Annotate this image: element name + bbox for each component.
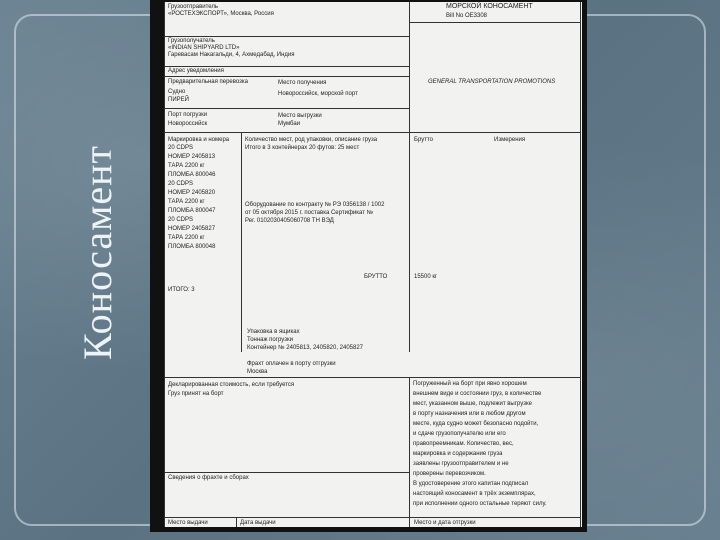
receipt-place-label: Место получения [278,80,327,86]
shipper-label: Грузоотправитель [168,4,219,10]
terms-line: в порту назначения или в любом другом [413,411,526,417]
row-line [164,108,409,109]
carrier-reference: GENERAL TRANSPORTATION PROMOTIONS [428,79,556,85]
terms-line: Погруженный на борт при явно хорошем [413,381,527,387]
terms-line: и сдаче грузополучателю или его [413,431,506,437]
discharge-port-label: Место выгрузки [278,113,322,119]
bill-of-lading-page [164,2,582,527]
freight-label: Фрахт оплачен в порту отгрузки [247,361,336,367]
row-line [164,76,409,77]
container-line: НОМЕР 2405820 [168,190,216,196]
terms-line: маркировка и содержание груза [413,451,503,457]
loading-port-label: Порт погрузки [168,112,208,118]
gross-value: 15500 кг [414,274,438,280]
border-right [580,2,581,527]
container-line: ПЛОМБА 800048 [168,244,216,250]
receipt-place-value: Новороссийск, морской порт [278,91,358,97]
gross-label: БРУТТО [364,274,388,280]
terms-line: настоящий коносамент в трёх экземплярах, [413,491,536,497]
document-title: МОРСКОЙ КОНОСАМЕНТ [446,3,533,10]
terms-line: внешнем виде и состоянии груз, в количестве [413,391,542,397]
container-line: ПЛОМБА 800047 [168,208,216,214]
contract-line-3: Рег. 0102030405060708 ТН ВЭД [245,218,334,224]
packing-line-1: Упаковка в ящиках [247,329,300,335]
packing-line-2: Тоннаж погрузки [247,337,293,343]
row-line [164,377,580,378]
row-line [164,472,409,473]
container-line: 20 CDPS [168,217,194,223]
container-line: 20 CDPS [168,181,194,187]
vessel-value: ПИРЕЙ [168,97,189,103]
column-line [241,132,242,352]
loading-port-value: Новороссийск [168,121,208,127]
freight-details-label: Сведения о фрахте и сборах [168,475,249,481]
bottom-place-date: Место и дата отгрузки [414,520,476,526]
container-total: ИТОГО: 3 [168,287,195,293]
shipper-line: «РОСТЕХЭКСПОРТ», Москва, Россия [168,11,274,17]
column-line [236,517,237,527]
container-line: ТАРА 2200 кг [168,199,205,205]
slide-title: Коносамент [75,144,120,360]
row-line [164,36,409,37]
cargo-label: Груз принят на борт [168,391,224,397]
container-line: НОМЕР 2405827 [168,226,216,232]
terms-line: проверены перевозчиком. [413,471,486,477]
container-line: ПЛОМБА 800046 [168,172,216,178]
consignee-line-2: Гаревасам Накагальди, 4, Ахмедабад, Индия [168,52,295,58]
notify-label: Адрес уведомления [168,68,224,74]
description-top: Итого в 3 контейнерах 20 футов: 25 мест [245,145,360,151]
header-marks: Маркировка и номера [168,137,230,143]
container-line: 20 CDPS [168,145,194,151]
contract-line-2: от 05 октября 2015 г. поставка Сертификат № [245,210,374,216]
terms-line: заявлены грузоотправителем и не [413,461,509,467]
consignee-line-1: «INDIAN SHIPYARD LTD» [168,45,240,51]
row-line [409,22,580,23]
row-line [164,132,580,133]
packing-line-3: Контейнер № 2405813, 2405820, 2405827 [247,345,364,351]
contract-line-1: Оборудование по контракту № РЭ 0356138 / 1002 [245,202,385,208]
row-line [164,517,580,518]
bottom-place-label: Место выдачи [168,520,208,526]
header-description: Количество мест, род упаковки, описание груза [245,137,378,143]
terms-line: мест, указанном выше, подлежит выгрузке [413,401,532,407]
vessel-label: Судно [168,89,186,95]
terms-line: месте, куда судно может безопасно подойти, [413,421,539,427]
row-line [164,66,409,67]
terms-line: при исполнении одного остальные теряют силу. [413,501,547,507]
container-line: ТАРА 2200 кг [168,163,205,169]
terms-line: правопреемникам. Количество, вес, [413,441,514,447]
declared-value-label: Декларированная стоимость, если требуется [168,382,295,388]
bill-number: Bill No OE3308 [446,13,488,19]
container-line: ТАРА 2200 кг [168,235,205,241]
border-left [164,2,165,527]
header-gross: Брутто [414,137,433,143]
header-measure: Измерения [494,137,526,143]
consignee-label: Грузополучатель [168,38,215,44]
bottom-date-label: Дата выдачи [240,520,276,526]
pre-carriage-label: Предварительная перевозка [168,79,249,85]
column-line [409,132,410,352]
freight-value: Москва [247,369,268,375]
column-line [409,377,410,527]
container-line: НОМЕР 2405813 [168,154,216,160]
discharge-port-value: Мумбаи [278,121,301,127]
terms-line: В удостоверение этого капитан подписал [413,481,529,487]
